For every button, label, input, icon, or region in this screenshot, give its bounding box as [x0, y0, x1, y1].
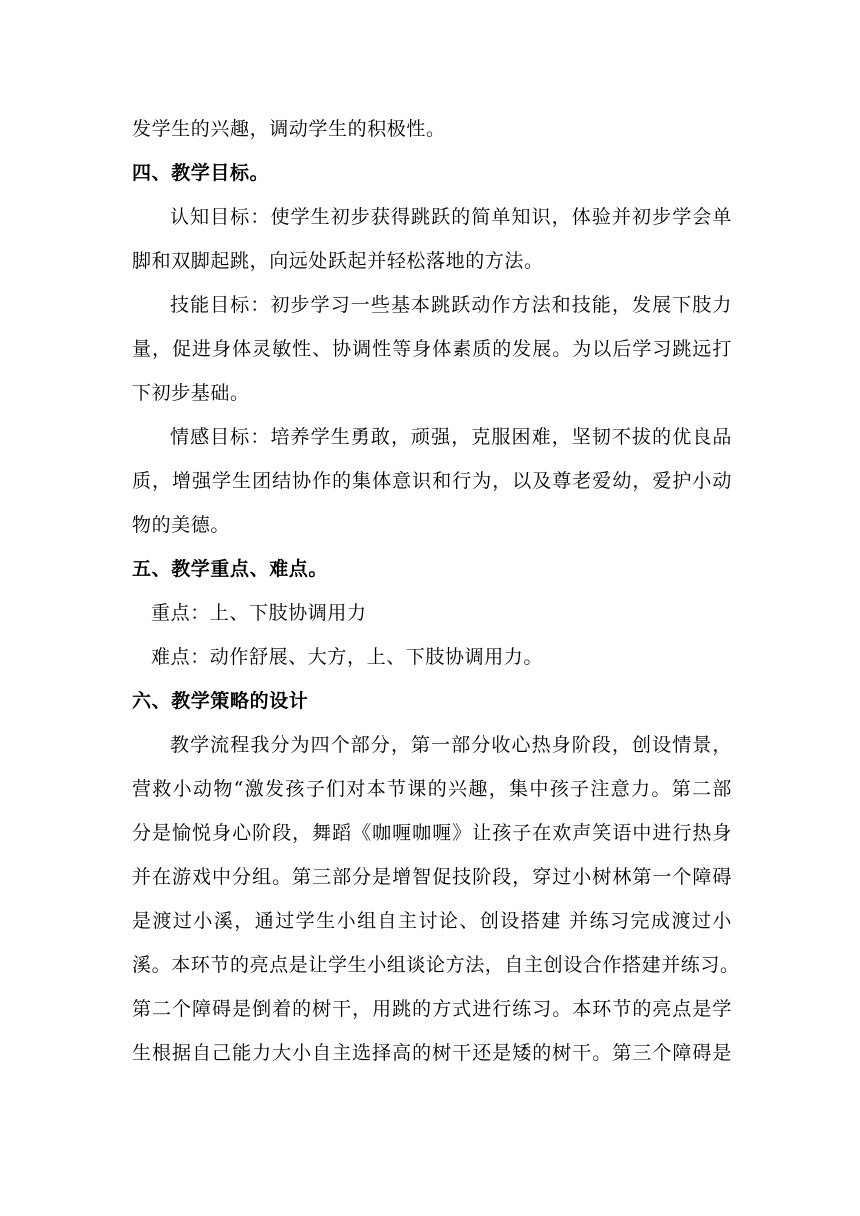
text-line: 下初步基础。 [132, 382, 250, 404]
text-line: 难点：动作舒展、大方，上、下肢协调用力。 [151, 646, 544, 668]
text-line: 质，增强学生团结协作的集体意识和行为，以及尊老爱幼，爱护小动 [132, 470, 732, 492]
section-heading-objectives: 四、教学目标。 [132, 162, 270, 184]
text-line: 教学流程我分为四个部分，第一部分收心热身阶段，创设情景， [170, 734, 732, 756]
text-line: 重点：上、下肢协调用力 [151, 602, 367, 624]
text-line: 溪。本环节的亮点是让学生小组谈论方法，自主创设合作搭建并练习。 [132, 954, 740, 976]
text-line: 情感目标：培养学生勇敢，顽强，克服困难，坚韧不拔的优良品 [170, 426, 732, 448]
text-line: 发学生的兴趣，调动学生的积极性。 [132, 118, 446, 140]
text-line: 量，促进身体灵敏性、协调性等身体素质的发展。为以后学习跳远打 [132, 338, 732, 360]
section-heading-strategy: 六、教学策略的设计 [132, 690, 309, 712]
section-heading-key-points: 五、教学重点、难点。 [132, 558, 329, 580]
text-line: 生根据自己能力大小自主选择高的树干还是矮的树干。第三个障碍是 [132, 1042, 732, 1064]
text-line: 并在游戏中分组。第三部分是增智促技阶段，穿过小树林第一个障碍 [132, 866, 732, 888]
text-line: 是渡过小溪，通过学生小组自主讨论、创设搭建 并练习完成渡过小 [132, 910, 732, 932]
text-line: 第二个障碍是倒着的树干，用跳的方式进行练习。本环节的亮点是学 [132, 998, 732, 1020]
text-line: 技能目标：初步学习一些基本跳跃动作方法和技能，发展下肢力 [170, 294, 732, 316]
text-line: 分是愉悦身心阶段，舞蹈《咖喱咖喱》让孩子在欢声笑语中进行热身 [132, 822, 732, 844]
document-body [132, 107, 740, 1075]
text-line: 认知目标：使学生初步获得跳跃的简单知识，体验并初步学会单 [170, 206, 732, 228]
text-line: 物的美德。 [132, 514, 231, 536]
text-line: 营救小动物“激发孩子们对本节课的兴趣，集中孩子注意力。第二部 [132, 778, 732, 800]
text-line: 脚和双脚起跳，向远处跃起并轻松落地的方法。 [132, 250, 544, 272]
